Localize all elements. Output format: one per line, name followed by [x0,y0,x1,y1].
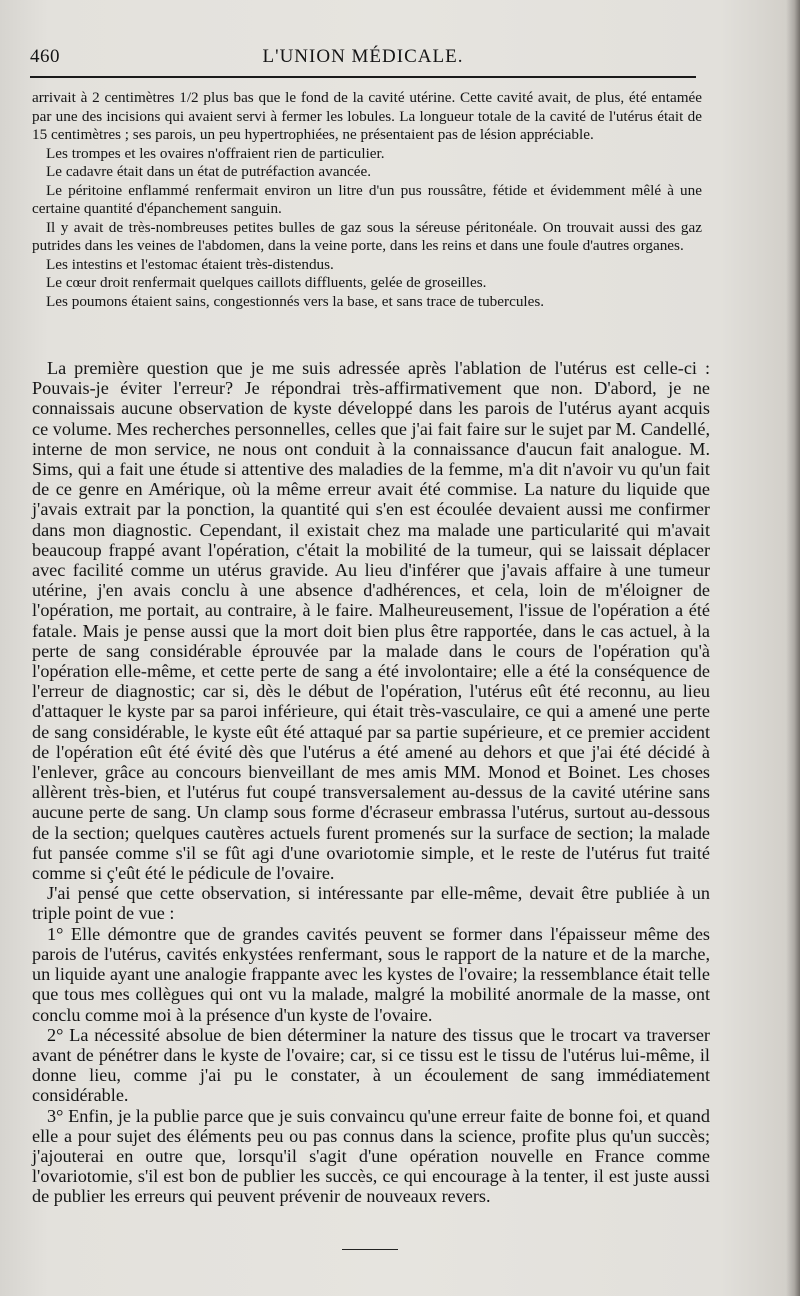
observation-paragraph: Le péritoine enflammé renfermait environ un litre d'un pus roussâtre, fétide et évidemment mêlé à une certaine quantité d'épanchement sanguin. [32,181,702,217]
observation-paragraph: Les trompes et les ovaires n'offraient rien de particulier. [46,144,385,162]
body-paragraph: 3° Enfin, je la publie parce que je suis convaincu qu'une erreur faite de bonne foi, et quand elle a pour sujet des éléments peu ou pas connus dans la science, profite plus qu'un succès; j'ajouterai en outre que, lorsqu'il s'agit d'une opération nouvelle en France comme l'ovariotomie, s'il est bon de publier les succès, ce qui encourage à la tenter, il est juste aussi de publier les erreurs qui peuvent prévenir de nouveaux revers. [32,1105,710,1207]
observation-paragraph: Le cœur droit renfermait quelques caillots diffluents, gelée de groseilles. [46,274,487,291]
footer-rule [342,1249,398,1250]
page-spine-shadow [786,0,800,1296]
observation-paragraph: arrivait à 2 centimètres 1/2 plus bas que le fond de la cavité utérine. Cette cavité avait, de plus, été entamée par une des incisions qui avaient servi à fermer les lobules. La longueur totale de la cavité de l'utérus était de 15 centimètres ; ses parois, un peu hypertrophiées, ne présentaient pas de lésion appréciable. [32,89,702,143]
page-header [30,46,696,72]
observation-paragraph: Le cadavre était dans un état de putréfaction avancée. [46,163,372,180]
observation-paragraph: Les poumons étaient sains, congestionnés vers la base, et sans trace de tubercules. [46,292,545,310]
body-paragraph: La première question que je me suis adressée après l'ablation de l'utérus est celle-ci : Pouvais-je éviter l'erreur? Je répondrai très-affirmativement que non. D'abord, je ne connaissais aucune observation de kyste développé dans les parois de l'utérus ayant acquis ce volume. Mes recherches personnelles, celles que j'ai fait faire sur le sujet par M. Candellé, interne de mon service, ne nous ont conduit à la connaissance d'aucun fait analogue. M. Sims, qui a fait une étude si attentive des maladies de la femme, m'a dit n'avoir vu qu'un fait de ce genre en Amérique, où la même erreur avait été commise. La nature du liquide que j'avais extrait par la ponction, la quantité qui s'en est écoulée devaient aussi me confirmer dans mon diagnostic. Cependant, il existait chez ma malade une particularité qui m'avait beaucoup frappé avant l'opération, c'était la mobilité de la tumeur, qui se laissait déplacer avec facilité comme un utérus gravide. Au lieu d'inférer que j'avais affaire à une tumeur utérine, j'en avais conclu à une absence d'adhérences, et cela, loin de m'éloigner de l'opération, me portait, au contraire, à le faire. Malheureusement, l'issue de l'opération a été fatale. Mais je pense aussi que la mort doit bien plus être rapportée, dans le cas actuel, à la perte de sang considérable éprouvée par la malade dans le cours de l'opération qu'à l'opération elle-même, et cette perte de sang a été involontaire; elle a été la conséquence de l'erreur de diagnostic; car si, dès le début de l'opération, l'utérus eût été reconnu, au lieu d'attaquer le kyste par sa paroi inférieure, qui était très-vasculaire, ce qui a amené une perte de sang considérable, le kyste eût été attaqué par sa partie supérieure, et ce premier accident de l'opération eût été évité dès que l'utérus a été amené au dehors et que j'ai été décidé à l'enlever, grâce au concours bienveillant de mes amis MM. Monod et Boinet. Les choses allèrent très-bien, et l'utérus fut coupé transversalement au-dessus de la cavité utérine sans aucune perte de sang. Un clamp sous forme d'écraseur embrassa l'utérus, surtout au-dessous de la section; quelques cautères actuels furent promenés sur la surface de section; la malade fut pansée comme s'il se fût agi d'une ovariotomie simple, et le reste de l'utérus fut traité comme si ç'eût été le pédicule de l'ovaire. [32,358,710,884]
observation-paragraph: Les intestins et l'estomac étaient très-distendus. [46,255,334,273]
observation-text [32,89,702,311]
main-text [32,358,710,1207]
body-paragraph: J'ai pensé que cette observation, si intéressante par elle-même, devait être publiée à un triple point de vue : [32,883,710,924]
header-rule [30,76,696,78]
page-number: 460 [30,46,60,67]
running-title: L'UNION MÉDICALE. [262,46,464,67]
observation-paragraph: Il y avait de très-nombreuses petites bulles de gaz sous la séreuse péritonéale. On trouvait aussi des gaz putrides dans les veines de l'abdomen, dans la veine porte, dans les reins et dans une foule d'autres organes. [32,218,702,254]
body-paragraph: 2° La nécessité absolue de bien déterminer la nature des tissus que le trocart va traverser avant de pénétrer dans le kyste de l'ovaire; car, si ce tissu est le tissu de l'utérus lui-même, il donne lieu, comme j'ai pu le constater, à un écoulement de sang immédiatement considérable. [32,1024,710,1106]
body-paragraph: 1° Elle démontre que de grandes cavités peuvent se former dans l'épaisseur même des parois de l'utérus, cavités enkystées renfermant, sous le rapport de la nature et de la marche, un liquide ayant une analogie frappante avec les kystes de l'ovaire; la ressemblance était telle que tous mes collègues qui ont vu la malade, malgré la mobilité anormale de la masse, ont conclu comme moi à la présence d'un kyste de l'ovaire. [32,923,710,1025]
